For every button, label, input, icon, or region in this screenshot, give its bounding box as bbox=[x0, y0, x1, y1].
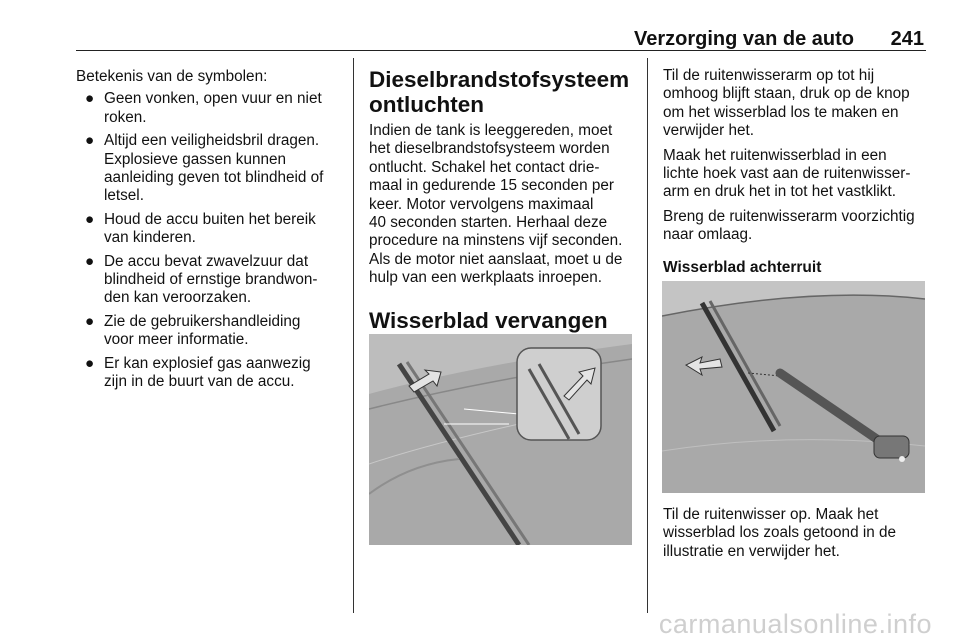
text-line: omhoog blijft staan, druk op de knop bbox=[663, 85, 910, 103]
section-heading-wiper: Wisserblad vervangen bbox=[369, 307, 608, 333]
bullet-line: Explosieve gassen kunnen bbox=[104, 150, 286, 168]
text-line: keer. Motor vervolgens maximaal bbox=[369, 195, 594, 213]
bullet-icon: ● bbox=[85, 90, 95, 108]
bullet-line: letsel. bbox=[104, 187, 144, 205]
section-heading-diesel bbox=[369, 67, 641, 117]
text-line: Indien de tank is leeggereden, moet bbox=[369, 122, 613, 139]
bullet-line: Er kan explosief gas aanwezig bbox=[104, 354, 311, 372]
rear-wiper-drawing bbox=[662, 281, 925, 493]
text-line: naar omlaag. bbox=[663, 226, 753, 244]
bullet-line: Zie de gebruikershandleiding bbox=[104, 312, 301, 330]
bullet-line: Altijd een veiligheidsbril dragen. bbox=[104, 132, 320, 150]
text-line: om het wisserblad los te maken en bbox=[663, 103, 899, 121]
bullet-line: van kinderen. bbox=[104, 229, 196, 247]
symbols-intro: Betekenis van de symbolen: bbox=[76, 68, 268, 85]
bullet-line: De accu bevat zwavelzuur dat bbox=[104, 252, 309, 270]
bullet-icon: ● bbox=[85, 312, 95, 330]
text-line: Breng de ruitenwisserarm voorzichtig bbox=[663, 207, 915, 225]
heading-line: Dieselbrandstofsysteem bbox=[369, 67, 630, 92]
bullet-item bbox=[76, 313, 346, 350]
instruction-paragraph bbox=[663, 208, 931, 245]
bullet-line: blindheid of ernstige brandwon- bbox=[104, 271, 318, 289]
watermark: carmanualsonline.info bbox=[658, 609, 932, 639]
bullet-line: Geen vonken, open vuur en niet bbox=[104, 90, 322, 108]
page-title: Verzorging van de auto bbox=[633, 28, 854, 50]
bullet-line: Houd de accu buiten het bereik bbox=[104, 210, 316, 228]
text-line: illustratie en verwijder het. bbox=[663, 542, 840, 560]
text-line: procedure na minstens vijf seconden. bbox=[369, 232, 623, 250]
bullet-icon: ● bbox=[85, 210, 95, 228]
diesel-paragraph bbox=[369, 122, 641, 288]
detail-inset bbox=[517, 348, 601, 440]
bullet-icon: ● bbox=[85, 354, 95, 372]
column-divider-left bbox=[353, 58, 354, 613]
text-line: Til de ruitenwisserarm op tot hij bbox=[663, 67, 875, 84]
bullet-item bbox=[76, 132, 346, 206]
text-line: maal in gedurende 15 seconden per bbox=[369, 177, 614, 195]
column-1 bbox=[76, 68, 346, 392]
text-line: 40 seconden starten. Herhaal deze bbox=[369, 214, 608, 232]
bullet-icon: ● bbox=[85, 132, 95, 150]
bullet-line: roken. bbox=[104, 108, 147, 126]
text-line: wisserblad los zoals getoond in de bbox=[663, 524, 896, 542]
column-2 bbox=[369, 67, 641, 333]
text-line: het dieselbrandstofsysteem worden bbox=[369, 140, 610, 158]
bullet-item bbox=[76, 253, 346, 308]
bullet-line: voor meer informatie. bbox=[104, 331, 249, 349]
column-divider-right bbox=[647, 58, 648, 613]
text-line: Til de ruitenwisser op. Maak het bbox=[663, 506, 879, 523]
text-line: hulp van een werkplaats inroepen. bbox=[369, 269, 603, 287]
windscreen-wiper-drawing bbox=[369, 334, 632, 545]
text-line: Als de motor niet aanslaat, moet u de bbox=[369, 250, 623, 268]
bullet-icon: ● bbox=[85, 252, 95, 270]
instruction-paragraph bbox=[663, 147, 931, 202]
column-3 bbox=[663, 67, 931, 277]
text-line: lichte hoek vast aan de ruitenwisser- bbox=[663, 165, 911, 183]
rear-wiper-illustration bbox=[662, 281, 925, 493]
bullet-item bbox=[76, 355, 346, 392]
bullet-line: den kan veroorzaken. bbox=[104, 289, 252, 307]
bullet-item bbox=[76, 211, 346, 248]
bullet-item bbox=[76, 90, 346, 127]
text-line: ontlucht. Schakel het contact drie- bbox=[369, 158, 600, 176]
subheading-rear-wiper: Wisserblad achterruit bbox=[663, 258, 822, 276]
wiper-blade-illustration bbox=[369, 334, 632, 545]
rear-wiper-paragraph bbox=[663, 506, 931, 561]
text-line: Maak het ruitenwisserblad in een bbox=[663, 146, 887, 164]
text-line: arm en druk het in tot het vastklikt. bbox=[663, 183, 896, 201]
page-number: 241 bbox=[890, 28, 924, 50]
heading-line: ontluchten bbox=[369, 92, 484, 117]
text-line: verwijder het. bbox=[663, 122, 754, 140]
bullet-line: zijn in de buurt van de accu. bbox=[104, 373, 295, 391]
page-header bbox=[76, 28, 926, 51]
instruction-paragraph bbox=[663, 67, 931, 141]
bullet-line: aanleiding geven tot blindheid of bbox=[104, 169, 324, 187]
